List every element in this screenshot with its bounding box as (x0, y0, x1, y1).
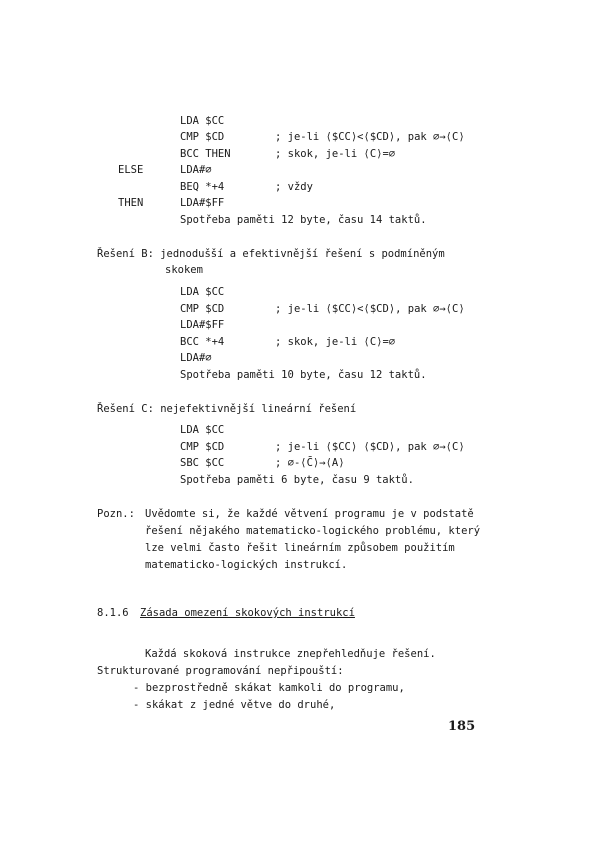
code-line: LDA#∅ (180, 164, 212, 176)
code-comment: ; skok, je-li ⟨C⟩=∅ (275, 148, 396, 160)
code-line: LDA#$FF (180, 197, 225, 209)
section-number: 8.1.6 (97, 607, 129, 619)
code-label-then: THEN (118, 197, 144, 209)
code-line: LDA#$FF (180, 319, 225, 331)
code-summary: Spotřeba paměti 12 byte, času 14 taktů. (180, 214, 427, 226)
code-line: CMP $CD (180, 303, 225, 315)
body-line: - skákat z jedné větve do druhé, (133, 699, 336, 711)
solution-heading-cont: skokem (165, 264, 203, 276)
note-line: matematicko-logických instrukcí. (145, 559, 348, 571)
code-line: SBC $CC (180, 457, 225, 469)
note-line: lze velmi často řešit lineárním způsobem použitím (145, 542, 455, 554)
code-line: BEQ *+4 (180, 181, 225, 193)
body-line: Každá skoková instrukce znepřehledňuje řešení. (145, 648, 436, 660)
code-line: CMP $CD (180, 441, 225, 453)
section-title: Zásada omezení skokových instrukcí (140, 607, 355, 619)
solution-heading: Řešení B: jednodušší a efektivnější řešení s podmíněným (97, 248, 445, 260)
note-line: Uvědomte si, že každé větvení programu je v podstatě (145, 508, 474, 520)
note-line: řešení nějakého matematicko-logického problému, který (145, 525, 481, 537)
code-line: LDA $CC (180, 115, 225, 127)
code-line: BCC *+4 (180, 336, 225, 348)
code-label-else: ELSE (118, 164, 144, 176)
code-line: BCC THEN (180, 148, 231, 160)
code-comment: ; skok, je-li ⟨C⟩=∅ (275, 336, 396, 348)
body-line: - bezprostředně skákat kamkoli do programu, (133, 682, 405, 694)
code-comment: ; je-li ⟨$CC⟩<⟨$CD⟩, pak ∅→⟨C⟩ (275, 131, 465, 143)
code-summary: Spotřeba paměti 6 byte, času 9 taktů. (180, 474, 414, 486)
code-comment: ; je-li ⟨$CC⟩<⟨$CD⟩, pak ∅→⟨C⟩ (275, 303, 465, 315)
code-summary: Spotřeba paměti 10 byte, času 12 taktů. (180, 369, 427, 381)
code-line: LDA $CC (180, 424, 225, 436)
body-line: Strukturované programování nepřipouští: (97, 665, 344, 677)
code-line: LDA $CC (180, 286, 225, 298)
code-line: CMP $CD (180, 131, 225, 143)
code-comment: ; ∅-⟨C̄⟩→⟨A⟩ (275, 457, 345, 469)
code-line: LDA#∅ (180, 352, 212, 364)
page-number: 185 (448, 719, 476, 734)
code-comment: ; je-li ⟨$CC⟩ ⟨$CD⟩, pak ∅→⟨C⟩ (275, 441, 465, 453)
code-comment: ; vždy (275, 181, 313, 193)
solution-heading: Řešení C: nejefektivnější lineární řešení (97, 403, 357, 415)
note-label: Pozn.: (97, 508, 135, 520)
